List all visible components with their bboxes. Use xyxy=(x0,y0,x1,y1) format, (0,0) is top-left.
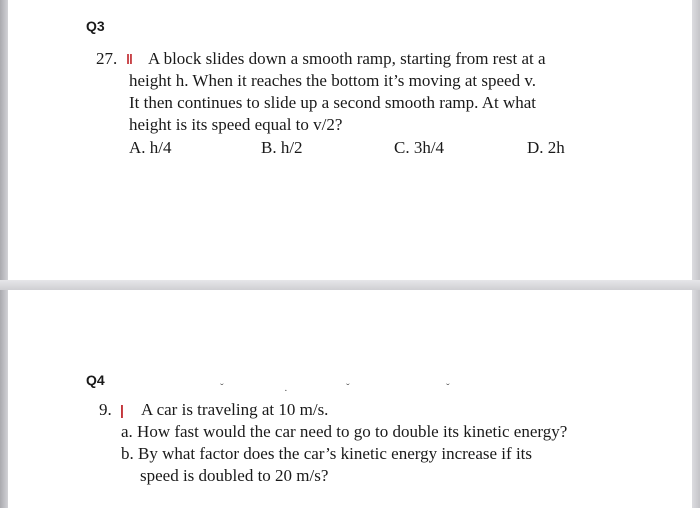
difficulty-mark: ‖ xyxy=(126,51,133,67)
page-q4 xyxy=(8,290,692,508)
stray-mark: ˇ xyxy=(220,382,224,394)
choice-a: A. h/4 xyxy=(129,138,172,157)
problem-text-line: height h. When it reaches the bottom it’s moving at speed v. xyxy=(129,71,536,90)
page-q3 xyxy=(8,0,692,280)
problem-9 xyxy=(8,290,692,508)
problem-text-line: A block slides down a smooth ramp, starting from rest at a xyxy=(148,49,546,68)
choice-d: D. 2h xyxy=(527,138,565,157)
problem-number: 9. xyxy=(99,400,112,419)
problem-part-b: b. By what factor does the car’s kinetic energy increase if its xyxy=(121,444,533,463)
question-label-q4: Q4 xyxy=(86,372,105,388)
problem-part-a: a. How fast would the car need to go to double its kinetic energy? xyxy=(121,422,568,441)
stray-mark: ˇ xyxy=(346,382,350,394)
problem-part-b-continued: speed is doubled to 20 m/s? xyxy=(140,466,329,485)
stray-mark: · xyxy=(284,385,288,397)
right-page-edge xyxy=(692,0,700,508)
problem-27 xyxy=(8,0,692,280)
problem-text-line: It then continues to slide up a second smooth ramp. At what xyxy=(129,93,536,112)
stray-mark: ˇ xyxy=(446,382,450,394)
problem-text-line: height is its speed equal to v/2? xyxy=(129,115,343,134)
choice-c: C. 3h/4 xyxy=(394,138,445,157)
problem-stem: A car is traveling at 10 m/s. xyxy=(141,400,329,419)
difficulty-mark: | xyxy=(120,402,124,418)
page-divider xyxy=(0,280,700,290)
choice-b: B. h/2 xyxy=(261,138,303,157)
problem-number: 27. xyxy=(96,49,118,68)
question-label-q3: Q3 xyxy=(86,18,105,34)
left-page-edge xyxy=(0,0,8,508)
